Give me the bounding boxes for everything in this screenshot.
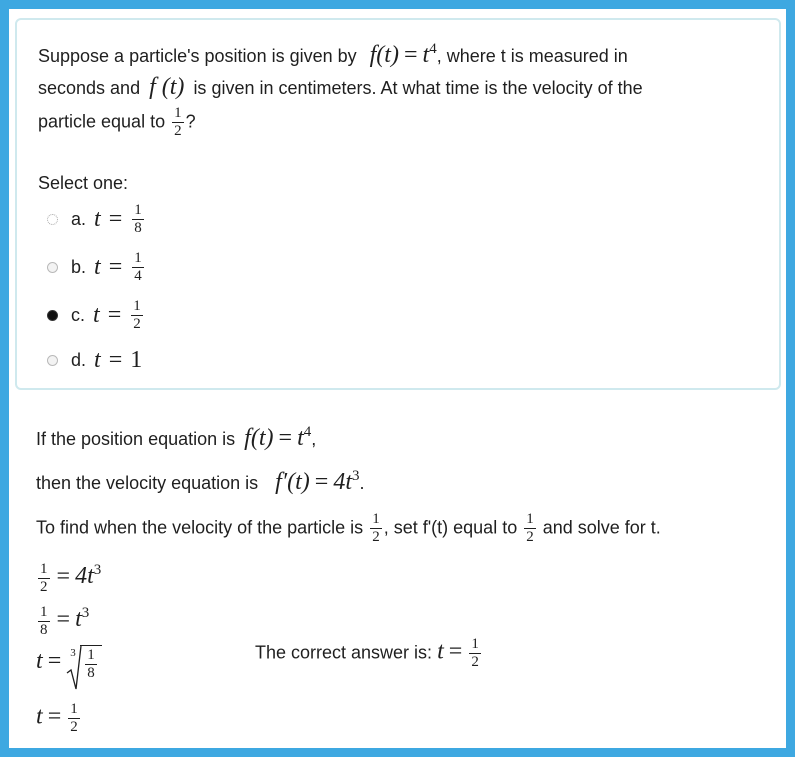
- question-line-3: [38, 106, 196, 139]
- question-text: is given in centimeters. At what time is the velocity of the: [193, 78, 643, 98]
- solution-text: To find when the velocity of the particle is: [36, 517, 364, 538]
- radio-option-c[interactable]: [47, 310, 58, 321]
- radio-option-a[interactable]: [47, 214, 58, 225]
- math-equals: =: [314, 469, 329, 495]
- fraction-one-half: $\frac{1}{2}$: [471, 636, 479, 670]
- math-equals: =: [47, 703, 62, 730]
- math-equals: =: [108, 347, 123, 373]
- math-t: $t^4$: [297, 424, 312, 451]
- math-f-prime: f′(t): [275, 469, 310, 495]
- solution-line-3: [36, 512, 661, 545]
- solution-text: and solve for t.: [542, 517, 661, 538]
- question-line-2: [38, 74, 643, 101]
- fraction: $\frac{1}{8}$: [40, 604, 48, 638]
- option-letter: a.: [71, 209, 87, 229]
- math-equals: =: [107, 302, 122, 328]
- solution-step-1: [36, 562, 101, 595]
- fraction: $\frac{1}{8}$: [134, 202, 142, 236]
- radio-option-b[interactable]: [47, 262, 58, 273]
- math-equals: =: [108, 206, 123, 232]
- math-f-of-t: f (t): [149, 74, 185, 100]
- option-letter: b.: [71, 257, 87, 277]
- comma: ,: [311, 429, 317, 449]
- question-text: particle equal to: [38, 111, 166, 132]
- math-equals: =: [56, 606, 71, 633]
- math-t: t: [94, 254, 101, 280]
- math-t: t: [94, 206, 101, 232]
- option-letter: c.: [71, 305, 86, 325]
- math-equals: =: [278, 425, 293, 451]
- option-c[interactable]: [47, 299, 145, 332]
- option-d[interactable]: [47, 347, 142, 374]
- select-prompt: Select one:: [38, 173, 129, 193]
- correct-answer: [255, 637, 483, 670]
- fraction: $\frac{1}{2}$: [133, 298, 141, 332]
- math-t: t: [93, 302, 100, 328]
- option-b[interactable]: [47, 251, 146, 284]
- root-index: 3: [70, 647, 76, 659]
- math-4t: $4t^3$: [333, 468, 360, 495]
- option-a[interactable]: [47, 203, 146, 236]
- math-equals: =: [108, 254, 123, 280]
- math-equals: =: [56, 563, 71, 590]
- fraction-one-half: $\frac{1}{2}$: [372, 511, 380, 545]
- question-mark: ?: [185, 111, 196, 132]
- solution-text: then the velocity equation is: [36, 473, 259, 493]
- question-card: [15, 18, 781, 390]
- radio-option-d[interactable]: [47, 355, 58, 366]
- math-equals: =: [403, 42, 418, 68]
- solution-step-3: [36, 645, 102, 681]
- math-4t: $4t^3$: [75, 562, 102, 590]
- question-line-1: [38, 42, 628, 69]
- question-text: Suppose a particle's position is given by: [38, 46, 357, 66]
- solution-step-4: [36, 702, 82, 735]
- math-t: t: [94, 347, 101, 373]
- math-t: $t^3$: [75, 605, 90, 633]
- solution-text: If the position equation is: [36, 429, 236, 449]
- math-f-of-t: f(t): [244, 425, 274, 451]
- fraction: $\frac{1}{2}$: [40, 561, 48, 595]
- fraction: $\frac{1}{2}$: [70, 701, 78, 735]
- fraction: $\frac{1}{8}$: [87, 647, 95, 681]
- question-text: seconds and: [38, 78, 141, 98]
- option-value: 1: [130, 347, 143, 373]
- math-t: t: [36, 647, 43, 674]
- cube-root: [66, 645, 102, 681]
- question-text-cont: , where t is measured in: [436, 46, 628, 66]
- solution-step-2: [36, 605, 89, 638]
- fraction: $\frac{1}{4}$: [134, 250, 142, 284]
- fraction-one-half: $\frac{1}{2}$: [174, 105, 182, 139]
- option-letter: d.: [71, 350, 87, 370]
- solution-text: , set f'(t) equal to: [383, 517, 518, 538]
- math-f-of-t: f(t): [369, 42, 399, 68]
- solution-line-2: [36, 469, 365, 496]
- correct-answer-label: The correct answer is:: [255, 642, 433, 663]
- solution-line-1: [36, 425, 316, 452]
- math-t: $t^4$: [422, 41, 437, 68]
- math-t: t: [437, 638, 444, 665]
- math-t: t: [36, 703, 43, 730]
- fraction-one-half: $\frac{1}{2}$: [526, 511, 534, 545]
- math-equals: =: [47, 647, 62, 674]
- math-equals: =: [448, 638, 463, 665]
- period: .: [359, 473, 365, 493]
